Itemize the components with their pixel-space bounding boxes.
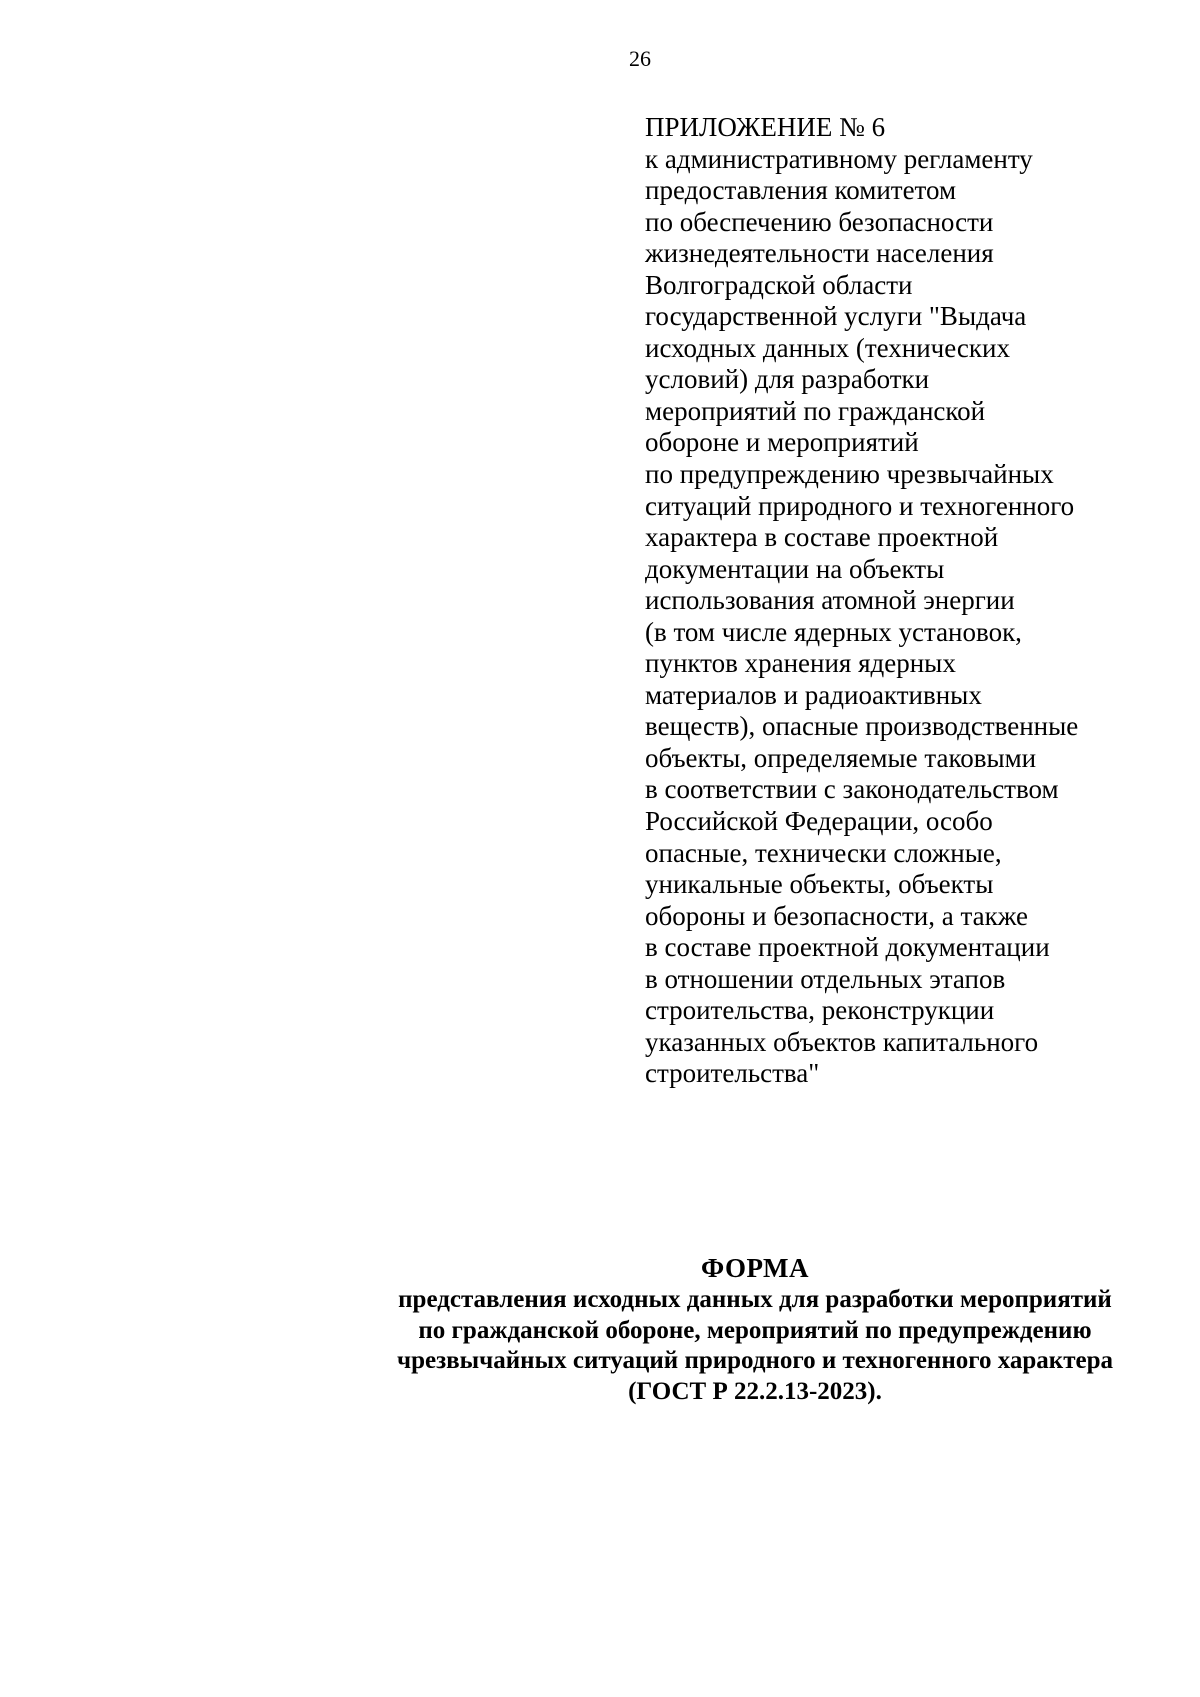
appendix-line: указанных объектов капитального: [645, 1026, 1039, 1057]
appendix-line: Волгоградской области: [645, 269, 913, 300]
appendix-line: объекты, определяемые таковыми: [645, 742, 1037, 773]
form-subtitle-line: по гражданской обороне, мероприятий по предупреждению: [418, 1316, 1092, 1344]
appendix-line: по обеспечению безопасности: [645, 206, 994, 237]
form-subtitle-line: (ГОСТ Р 22.2.13-2023).: [628, 1377, 882, 1405]
appendix-line: строительства, реконструкции: [645, 995, 995, 1026]
appendix-line: документации на объекты: [645, 553, 945, 584]
appendix-line: условий) для разработки: [645, 364, 930, 395]
appendix-line: предоставления комитетом: [645, 175, 957, 206]
page-number: 26: [629, 46, 651, 71]
appendix-line: (в том числе ядерных установок,: [645, 616, 1022, 647]
appendix-line: использования атомной энергии: [645, 585, 1015, 616]
appendix-line: в соответствии с законодательством: [645, 774, 1059, 805]
appendix-line: по предупреждению чрезвычайных: [645, 459, 1054, 490]
appendix-line: жизнедеятельности населения: [645, 238, 994, 269]
form-subtitle-line: чрезвычайных ситуаций природного и техногенного характера: [397, 1347, 1113, 1374]
appendix-line: веществ), опасные производственные: [645, 711, 1079, 742]
form-heading: [0, 1252, 1200, 1407]
form-title: ФОРМА: [701, 1253, 809, 1283]
appendix-line: государственной услуги "Выдача: [645, 301, 1027, 332]
appendix-block: [645, 112, 1165, 1090]
appendix-title: ПРИЛОЖЕНИЕ № 6: [645, 112, 886, 142]
appendix-line: обороне и мероприятий: [645, 427, 919, 458]
appendix-line: характера в составе проектной: [645, 522, 999, 553]
appendix-line: пунктов хранения ядерных: [645, 648, 956, 679]
appendix-line: в составе проектной документации: [645, 932, 1050, 963]
appendix-line: опасные, технически сложные,: [645, 837, 1002, 868]
appendix-line: исходных данных (технических: [645, 332, 1010, 363]
appendix-line: к административному регламенту: [645, 143, 1033, 174]
form-subtitle-line: представления исходных данных для разработки мероприятий: [398, 1286, 1112, 1313]
appendix-line: строительства": [645, 1058, 820, 1089]
appendix-line: мероприятий по гражданской: [645, 395, 986, 426]
appendix-line: в отношении отдельных этапов: [645, 963, 1006, 994]
appendix-line: ситуаций природного и техногенного: [645, 490, 1075, 521]
appendix-line: уникальные объекты, объекты: [645, 869, 994, 900]
appendix-line: обороны и безопасности, а также: [645, 900, 1028, 931]
appendix-line: материалов и радиоактивных: [645, 679, 982, 710]
appendix-line: Российской Федерации, особо: [645, 806, 993, 837]
